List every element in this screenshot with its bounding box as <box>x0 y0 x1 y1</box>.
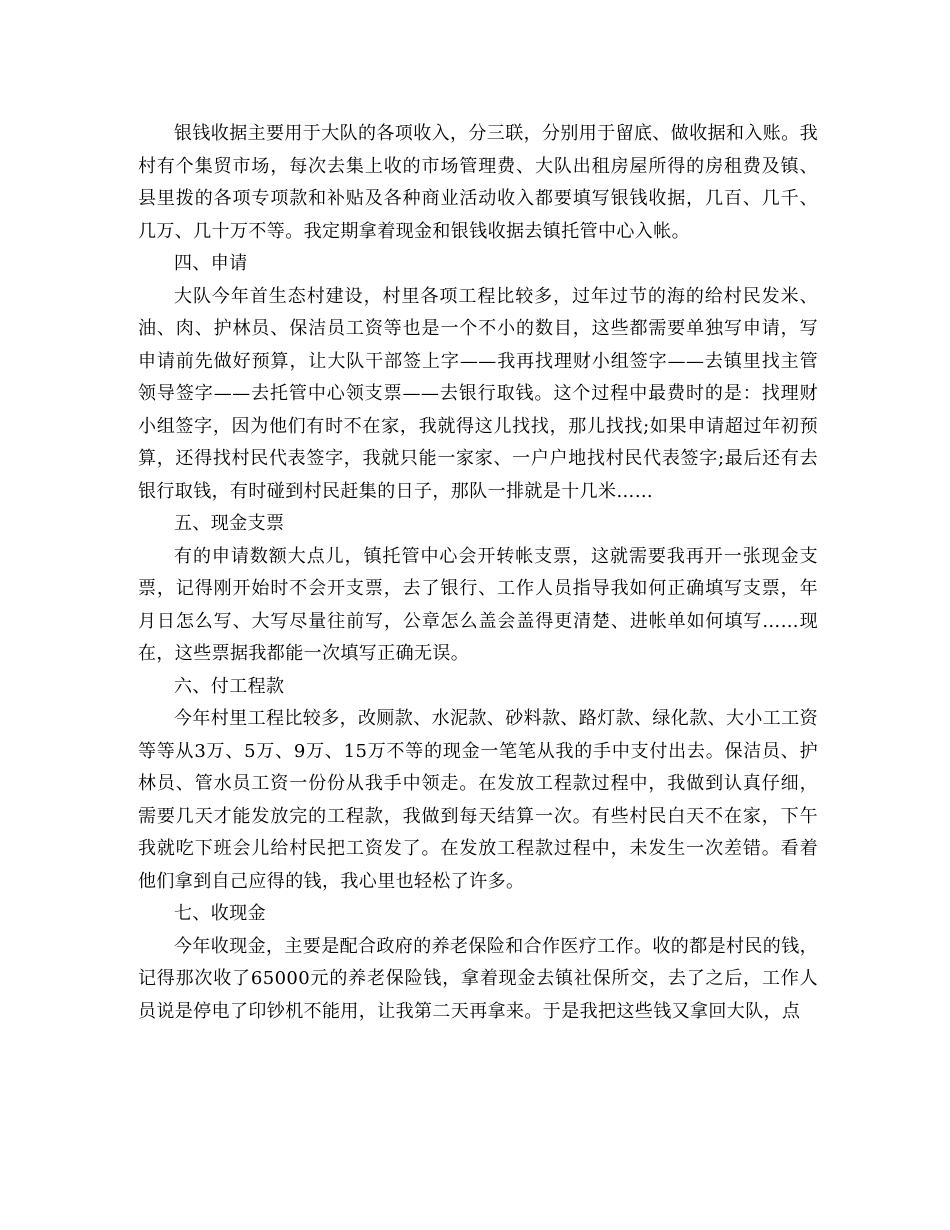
paragraph-project-payment: 今年村里工程比较多，改厕款、水泥款、砂料款、路灯款、绿化款、大小工工资等等从3万、5万、9万、15万不等的现金一笔笔从我的手中支付出去。保洁员、护林员、管水员工资一份份从我手中领走。在发放工程款过程中，我做到认真仔细，需要几天才能发放完的工程款，我做到每天结算一次。有些村民白天不在家，下午我就吃下班会儿给村民把工资发了。在发放工程款过程中，未发生一次差错。看着他们拿到自己应得的钱，我心里也轻松了许多。 <box>138 708 818 892</box>
section-heading-cash-check: 五、现金支票 <box>174 513 285 534</box>
paragraph-collect-cash: 今年收现金，主要是配合政府的养老保险和合作医疗工作。收的都是村民的钱，记得那次收了65000元的养老保险钱，拿着现金去镇社保所交，去了之后，工作人员说是停电了印钞机不能用，让我第二天再拿来。于是我把这些钱又拿回大队，点 <box>138 935 818 1022</box>
section-heading-collect-cash: 七、收现金 <box>174 903 266 924</box>
document-body <box>138 118 818 1028</box>
section-heading-application: 四、申请 <box>174 253 248 274</box>
paragraph-application: 大队今年首生态村建设，村里各项工程比较多，过年过节的海的给村民发米、油、肉、护林员、保洁员工资等也是一个不小的数目，这些都需要单独写申请，写申请前先做好预算，让大队干部签上字——我再找理财小组签字——去镇里找主管领导签字——去托管中心领支票——去银行取钱。这个过程中最费时的是：找理财小组签字，因为他们有时不在家，我就得这儿找找，那儿找找;如果申请超过年初预算，还得找村民代表签字，我就只能一家家、一户户地找村民代表签字;最后还有去银行取钱，有时碰到村民赶集的日子，那队一排就是十几米…… <box>138 285 818 502</box>
section-heading-project-payment: 六、付工程款 <box>174 675 285 697</box>
paragraph-silver-receipts: 银钱收据主要用于大队的各项收入，分三联，分别用于留底、做收据和入账。我村有个集贸市场，每次去集上收的市场管理费、大队出租房屋所得的房租费及镇、县里拨的各项专项款和补贴及各种商业活动收入都要填写银钱收据，几百、几千、几万、几十万不等。我定期拿着现金和银钱收据去镇托管中心入帐。 <box>138 123 818 242</box>
paragraph-cash-check: 有的申请数额大点儿，镇托管中心会开转帐支票，这就需要我再开一张现金支票，记得刚开始时不会开支票，去了银行、工作人员指导我如何正确填写支票，年月日怎么写、大写尽量往前写，公章怎么盖会盖得更清楚、进帐单如何填写……现在，这些票据我都能一次填写正确无误。 <box>138 545 818 664</box>
